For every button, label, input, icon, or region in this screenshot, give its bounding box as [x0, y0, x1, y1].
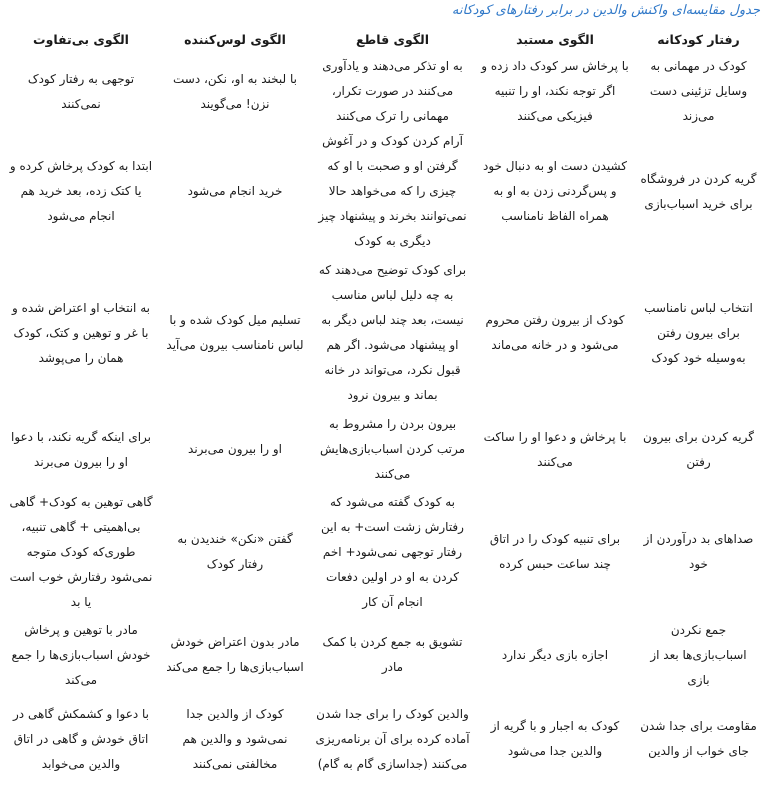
cell-assertive: به او تذکر می‌دهند و یادآوری می‌کنند در صورت تکرار، مهمانی را ترک می‌کنند: [322, 59, 463, 123]
table-row: [2, 412, 762, 487]
cell-behavior: صداهای بد درآوردن از خود: [643, 532, 754, 571]
cell-spoiling: خرید انجام می‌شود: [187, 184, 283, 198]
cell-behavior: گریه کردن در فروشگاه برای خرید اسباب‌بازی: [640, 171, 757, 211]
cell-authoritarian: کودک از بیرون رفتن محروم می‌شود و در خانه می‌ماند: [485, 313, 625, 352]
cell-assertive: تشویق به جمع کردن با کمک مادر: [322, 635, 463, 674]
header-behavior: رفتار کودکانه: [657, 31, 740, 47]
cell-assertive: به کودک گفته می‌شود که رفتارش زشت است+ به این رفتار توجهی نمی‌شود+ اخم کردن به او در اولین دفعات انجام آن کار: [321, 494, 464, 609]
cell-spoiling: با لبخند به او، نکن، دست نزن! می‌گویند: [173, 71, 297, 111]
header-spoiling: الگوی لوس‌کننده: [184, 31, 286, 47]
cell-behavior: گریه کردن برای بیرون رفتن: [643, 429, 754, 469]
cell-assertive: بیرون بردن را مشروط به مرتب کردن اسباب‌بازی‌هایش می‌کنند: [319, 417, 466, 481]
cell-indifferent: ابتدا به کودک پرخاش کرده و یا کتک زده، بعد خرید هم انجام می‌شود: [9, 159, 153, 223]
cell-indifferent: با دعوا و کشمکش گاهی در اتاق خودش و گاهی در اتاق والدین می‌خوابد: [12, 706, 150, 771]
table-row: [2, 254, 762, 412]
cell-authoritarian: کودک به اجبار و با گریه از والدین جدا می‌شود: [490, 719, 620, 758]
cell-spoiling: تسلیم میل کودک شده و با لباس نامناسب بیرون می‌آید: [166, 313, 304, 352]
cell-behavior: مقاومت برای جدا شدن جای خواب از والدین: [640, 719, 757, 758]
cell-behavior: کودک در مهمانی به وسایل تزئینی دست می‌زند: [649, 59, 748, 123]
cell-indifferent: مادر با توهین و پرخاش خودش اسباب‌بازی‌ها را جمع می‌کند: [11, 622, 151, 687]
header-assertive: الگوی قاطع: [355, 31, 430, 47]
table-row: [2, 617, 762, 693]
table-row: [2, 129, 762, 254]
header-authoritarian: الگوی مستبد: [516, 31, 594, 47]
table-row: [2, 487, 762, 617]
cell-authoritarian: با پرخاش و دعوا او را ساکت می‌کنند: [483, 429, 627, 469]
cell-indifferent: به انتخاب او اعتراض شده و با غر و توهین و کتک، کودک همان را می‌پوشد: [12, 300, 150, 365]
cell-behavior: انتخاب لباس نامناسب برای بیرون رفتن به‌وسیله خود کودک: [644, 300, 753, 365]
cell-spoiling: کودک از والدین جدا نمی‌شود و والدین هم مخالفتی نمی‌کنند: [182, 706, 288, 771]
cell-spoiling: مادر بدون اعتراض خودش اسباب‌بازی‌ها را جمع می‌کند: [166, 635, 304, 674]
cell-spoiling: گفتن «نکن» خندیدن به رفتار کودک: [177, 532, 293, 571]
cell-assertive: والدین کودک را برای جدا شدن آماده کرده برای آن برنامه‌ریزی می‌کنند (جداسازی گام به گام): [315, 706, 470, 771]
cell-spoiling: او را بیرون می‌برند: [188, 442, 282, 456]
header-indifferent: الگوی بی‌تفاوت: [33, 31, 129, 47]
cell-behavior: جمع نکردن اسباب‌بازی‌ها بعد از بازی: [650, 622, 747, 687]
cell-authoritarian: کشیدن دست او به دنبال خود و پس‌گردنی زدن به او به همراه الفاظ نامناسب: [483, 159, 627, 223]
table-header-row: [2, 24, 762, 54]
comparison-table: [2, 24, 762, 785]
cell-indifferent: گاهی توهین به کودک+ گاهی بی‌اهمیتی + گاهی تنبیه، طوری‌که کودک متوجه نمی‌شود رفتارش خوب است یا بد: [9, 494, 153, 609]
cell-authoritarian: برای تنبیه کودک را در اتاق چند ساعت حبس کرده: [489, 532, 621, 571]
table-row: [2, 54, 762, 129]
table-caption: جدول مقایسه‌ای واکنش والدین در برابر رفتارهای کودکانه: [451, 3, 760, 18]
cell-indifferent: توجهی به رفتار کودک نمی‌کنند: [27, 71, 135, 111]
cell-indifferent: برای اینکه گریه نکند، با دعوا او را بیرون می‌برند: [10, 429, 151, 469]
table-row: [2, 693, 762, 785]
cell-assertive: آرام کردن کودک و در آغوش گرفتن او و صحبت با او که چیزی را که می‌خواهد حالا نمی‌توانند بخرند و پیشنهاد چیز دیگری به کودک: [318, 134, 467, 248]
cell-authoritarian: اجازه بازی دیگر ندارد: [501, 647, 609, 662]
cell-authoritarian: با پرخاش سر کودک داد زده و اگر توجه نکند، او را تنبیه فیزیکی می‌کنند: [481, 59, 629, 123]
cell-assertive: برای کودک توضیح می‌دهند که به چه دلیل لباس مناسب نیست، بعد چند لباس دیگر به او پیشنهاد می‌شود. اگر هم قبول نکرد، می‌تواند در خانه بماند و بیرون نرود: [318, 263, 467, 402]
